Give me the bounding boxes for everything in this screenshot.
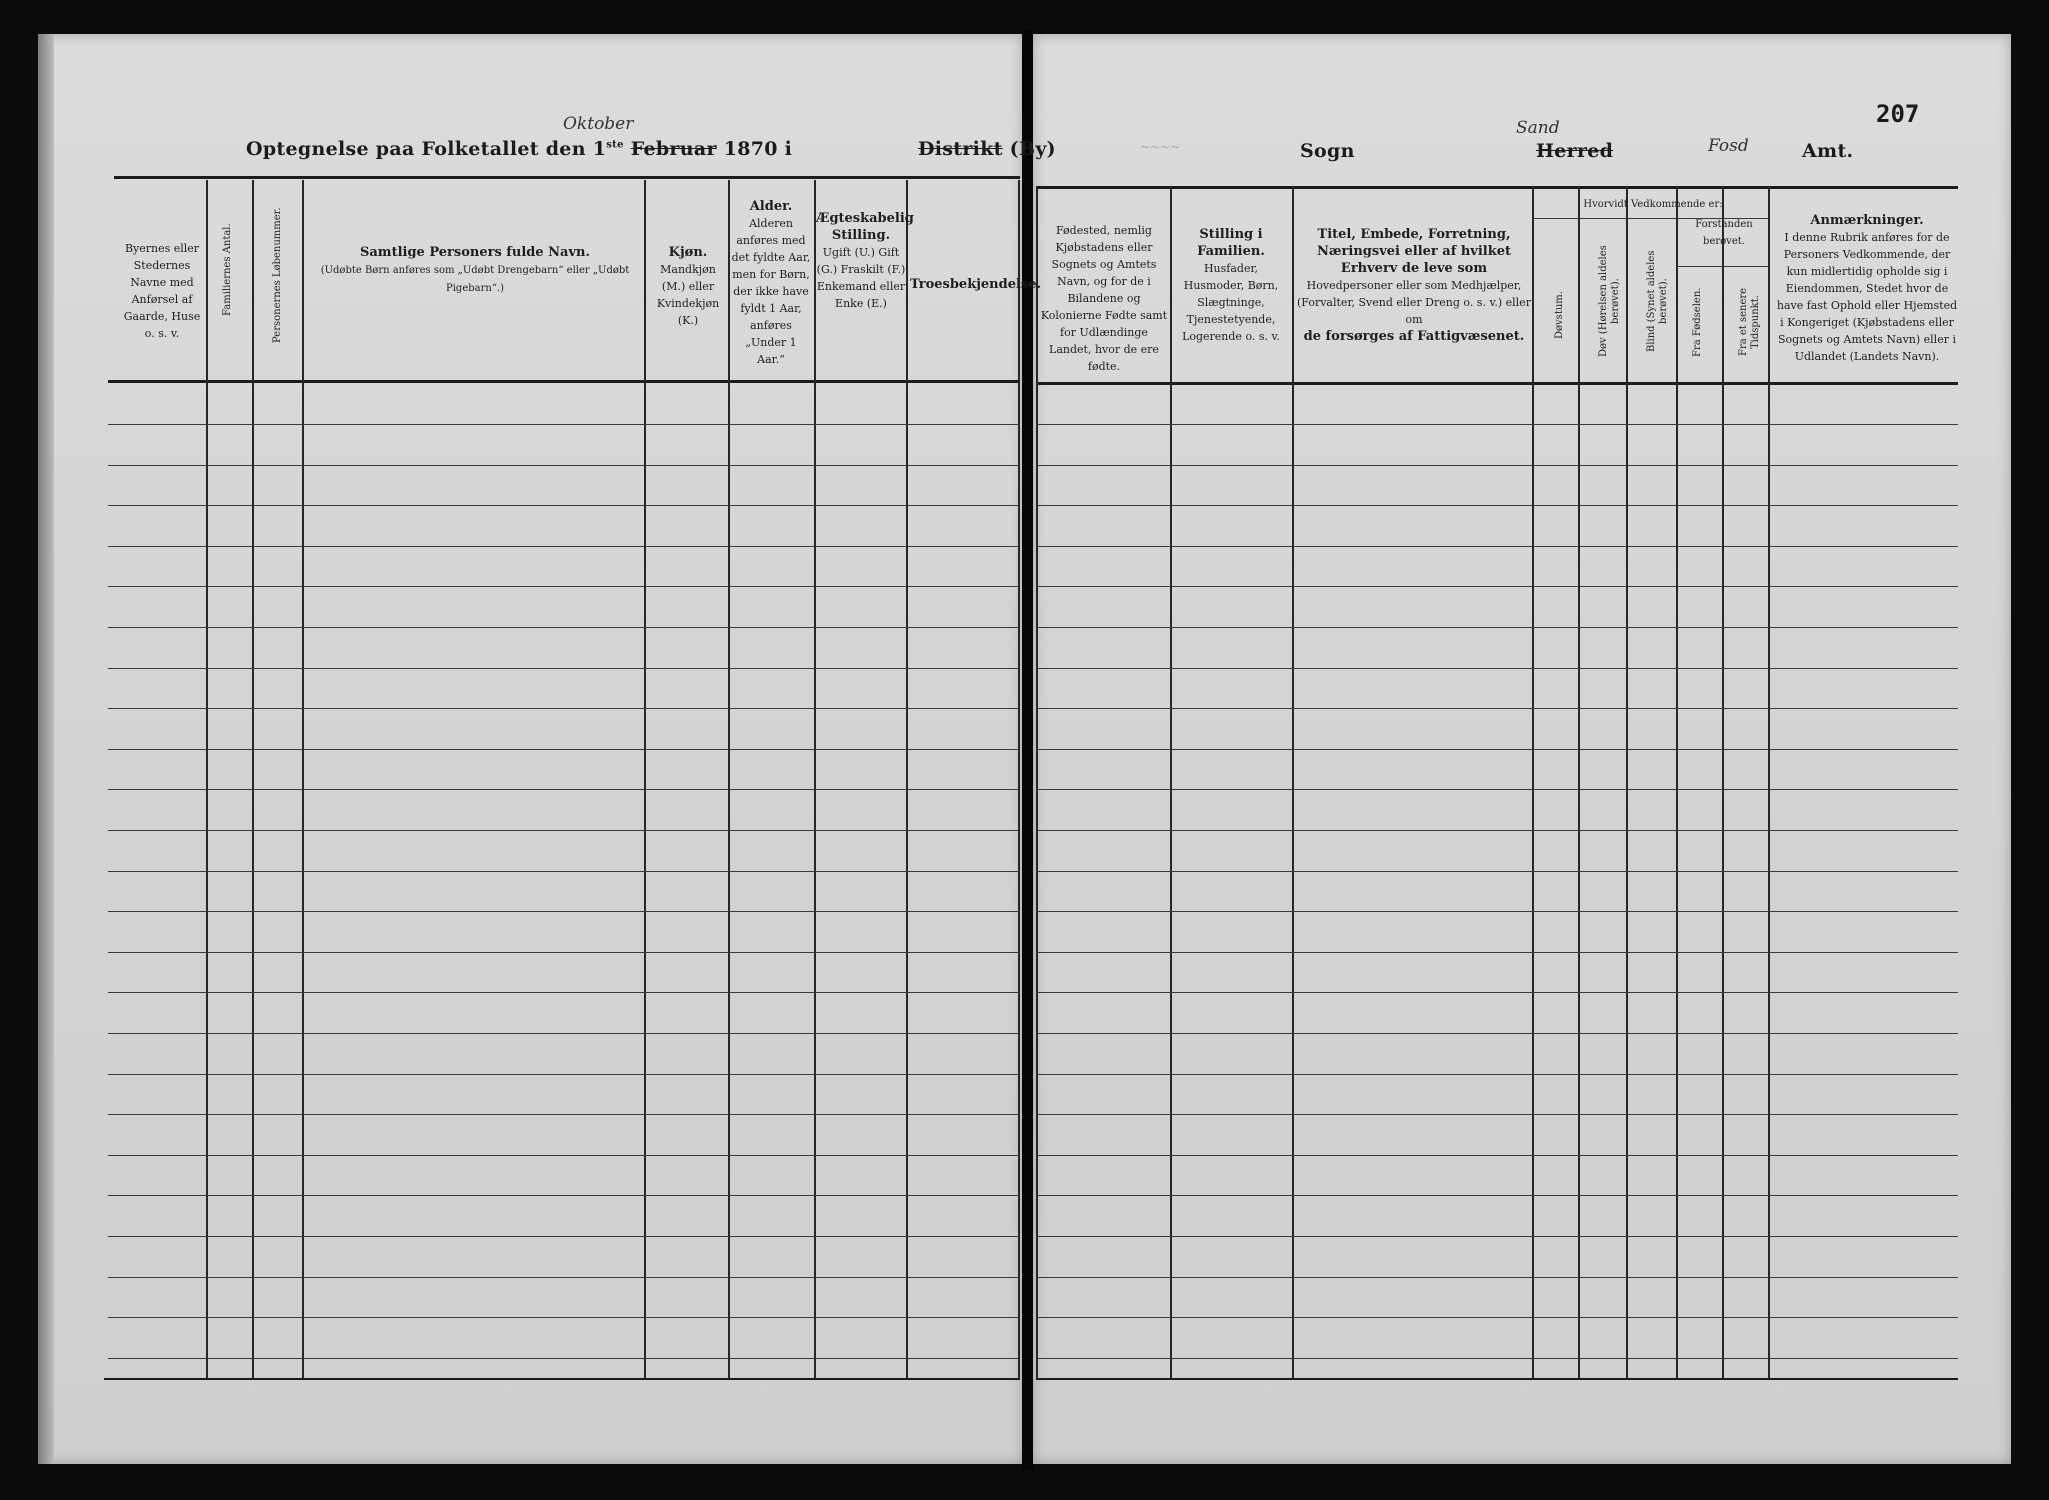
col-insane-birth: Fra Fødselen. <box>1692 287 1703 357</box>
col-remarks-note: I denne Rubrik anføres for de Personers Vedkommende, der kun midlertidig opholde sig i Eiendommen, Stedet hvor de have fast Ophold eller Hjemsted i Kongeriget (Kjøbstadens eller Sognets og Amtets Navn) eller i Udlandet (Landets Navn). <box>1776 231 1958 363</box>
col-marital-title: Ægteskabelig Stilling. <box>816 211 914 243</box>
col-sex-note: Mandkjøn (M.) eller Kvindekjøn (K.) <box>656 263 720 327</box>
row-line <box>1036 424 1958 425</box>
column-line <box>1036 186 1038 1378</box>
column-line <box>1626 186 1628 1378</box>
col-age-title: Alder. <box>749 199 793 214</box>
row-line <box>1036 911 1958 912</box>
row-line <box>1036 830 1958 831</box>
column-line <box>206 180 208 1378</box>
row-line <box>108 1358 1020 1359</box>
district-by: (By) <box>1009 138 1056 160</box>
sogn-label: Sogn <box>1300 140 1355 162</box>
col-group-head: Hvorvidt Vedkommende er: <box>1583 199 1723 210</box>
column-line <box>906 180 908 1378</box>
row-line <box>108 871 1020 872</box>
row-line <box>1036 749 1958 750</box>
col-age <box>730 198 812 368</box>
row-line <box>1036 1317 1958 1318</box>
col-remarks <box>1774 212 1960 365</box>
bleed-through: ~~~~ <box>1140 140 1181 154</box>
header-year: 1870 i <box>723 138 793 160</box>
page-edge <box>38 34 54 1464</box>
col-sex <box>648 244 728 329</box>
header-superscript: ste <box>606 139 624 151</box>
col-insane-later: Fra et senere Tidspunkt. <box>1738 287 1761 357</box>
header-rule-bottom <box>1036 382 1958 385</box>
col-names-note: (Udøbte Børn anføres som „Udøbt Drengebarn“ eller „Udøbt Pigebarn“.) <box>320 265 630 294</box>
column-line <box>1578 186 1580 1378</box>
row-line <box>108 1277 1020 1278</box>
col-family-position <box>1172 226 1290 345</box>
column-line <box>1532 186 1534 1378</box>
col-family-count: Familiernes Antal. <box>222 223 233 317</box>
col-faith-title: Troesbekjendelse. <box>910 277 1042 292</box>
row-line <box>1036 1195 1958 1196</box>
row-line <box>1036 465 1958 466</box>
col-occupation-tail: de forsørges af Fattigvæsenet. <box>1303 329 1525 344</box>
handwritten-sogn: Sand <box>1516 118 1560 138</box>
column-line <box>1676 186 1678 1378</box>
col-remarks-title: Anmærkninger. <box>1810 213 1924 228</box>
row-line <box>1036 1277 1958 1278</box>
col-person-number: Personernes Løbenummer. <box>272 207 283 343</box>
struck-district: Distrikt <box>918 138 1003 160</box>
row-line <box>1036 668 1958 669</box>
header-left <box>246 138 792 160</box>
handwritten-month: Oktober <box>563 114 634 134</box>
col-place: Byernes eller Stedernes Navne med Anførsel af Gaarde, Huse o. s. v. <box>123 242 201 340</box>
row-line <box>1036 1155 1958 1156</box>
column-line <box>1292 186 1294 1378</box>
row-line <box>1036 505 1958 506</box>
row-line <box>108 911 1020 912</box>
row-line <box>1036 586 1958 587</box>
row-line <box>108 465 1020 466</box>
row-line <box>108 1074 1020 1075</box>
col-age-note: Alderen anføres med det fyldte Aar, men for Børn, der ikke have fyldt 1 Aar, anføres „Under 1 Aar.“ <box>731 217 811 366</box>
col-names <box>320 244 630 297</box>
row-line <box>1036 708 1958 709</box>
row-line <box>108 1114 1020 1115</box>
column-line <box>302 180 304 1378</box>
row-line <box>1036 627 1958 628</box>
row-line <box>1036 992 1958 993</box>
page-number: 207 <box>1876 100 1920 128</box>
row-line <box>1036 952 1958 953</box>
row-line <box>108 952 1020 953</box>
col-sex-title: Kjøn. <box>668 245 708 260</box>
col-occupation-note: Hovedpersoner eller som Medhjælper, (Forvalter, Svend eller Dreng o. s. v.) eller om <box>1297 279 1531 326</box>
col-insane-group: Forstanden berøvet. <box>1695 219 1753 247</box>
col-faith <box>910 276 1042 293</box>
row-line <box>1036 1358 1958 1359</box>
row-line <box>108 749 1020 750</box>
row-line <box>108 1033 1020 1034</box>
col-names-title: Samtlige Personers fulde Navn. <box>360 245 590 260</box>
row-line <box>108 1236 1020 1237</box>
struck-month: Februar <box>630 138 717 160</box>
col-marital-note: Ugift (U.) Gift (G.) Fraskilt (F.) Enkemand eller Enke (E.) <box>816 246 906 310</box>
col-birthplace: Fødested, nemlig Kjøbstadens eller Sognets og Amtets Navn, og for de i Bilandene og Kolonierne Fødte samt for Udlændinge Landet, hvor de ere fødte. <box>1040 224 1168 373</box>
row-line <box>1036 1114 1958 1115</box>
column-line <box>1170 186 1172 1378</box>
struck-herred: Herred <box>1536 140 1614 162</box>
column-line <box>1768 186 1770 1378</box>
table-bottom-rule <box>1036 1378 1958 1380</box>
header-prefix: Optegnelse paa Folketallet den 1 <box>246 138 607 160</box>
row-line <box>1036 1074 1958 1075</box>
table-bottom-rule <box>104 1378 1020 1380</box>
amt-label: Amt. <box>1802 140 1854 162</box>
row-line <box>108 505 1020 506</box>
row-line <box>1036 1033 1958 1034</box>
row-line <box>108 1317 1020 1318</box>
row-line <box>108 789 1020 790</box>
header-rule-top <box>1036 186 1958 189</box>
header-district <box>918 138 1056 160</box>
row-line <box>108 708 1020 709</box>
header-rule-top <box>114 176 1020 179</box>
col-family-position-title: Stilling i Familien. <box>1197 227 1265 259</box>
row-line <box>108 424 1020 425</box>
row-line <box>108 586 1020 587</box>
row-line <box>1036 1236 1958 1237</box>
group-rule <box>1676 266 1770 267</box>
col-marital <box>816 210 914 312</box>
handwritten-amt: Fosd <box>1708 136 1749 156</box>
header-rule-bottom <box>108 380 1020 383</box>
row-line <box>108 627 1020 628</box>
row-line <box>108 830 1020 831</box>
col-occupation-title: Titel, Embede, Forretning, Næringsvei eller af hvilket Erhverv de leve som <box>1317 227 1511 276</box>
col-deaf: Døv (Hørelsen aldeles berøvet). <box>1598 245 1621 357</box>
row-line <box>108 1195 1020 1196</box>
col-deafmute: Døvstum. <box>1554 291 1565 339</box>
row-line <box>1036 789 1958 790</box>
row-line <box>108 1155 1020 1156</box>
row-line <box>108 546 1020 547</box>
column-line <box>1018 180 1020 1378</box>
row-line <box>108 668 1020 669</box>
row-line <box>108 992 1020 993</box>
col-occupation <box>1296 226 1532 345</box>
column-line <box>644 180 646 1378</box>
column-line <box>814 180 816 1378</box>
row-line <box>1036 546 1958 547</box>
row-line <box>1036 871 1958 872</box>
col-blind: Blind (Synet aldeles berøvet). <box>1646 250 1669 352</box>
col-family-position-note: Husfader, Husmoder, Børn, Slægtninge, Tjenestetyende, Logerende o. s. v. <box>1182 262 1280 343</box>
column-line <box>1722 186 1724 1378</box>
column-line <box>252 180 254 1378</box>
